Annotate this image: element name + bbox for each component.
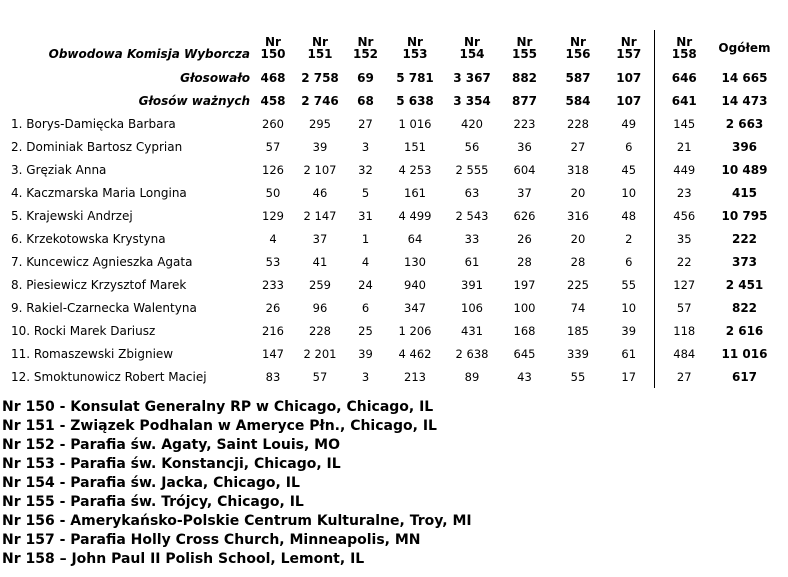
value-cell: 5 638 (396, 93, 434, 108)
value-cell: 107 (616, 70, 642, 85)
vote-cell: 316 (567, 208, 589, 223)
candidate-name: 2. Dominiak Bartosz Cyprian (11, 139, 183, 154)
vote-cell: 1 (361, 231, 370, 246)
vote-cell: 168 (513, 323, 536, 338)
vote-cell: 57 (654, 296, 714, 319)
vote-cell: 25 (358, 323, 373, 338)
candidate-name: 10. Rocki Marek Dariusz (11, 323, 156, 338)
commission-number: 156 (565, 47, 591, 61)
vote-cell: 48 (621, 208, 637, 223)
vote-cell: 39 (358, 346, 373, 361)
vote-cell: 64 (407, 231, 423, 246)
vote-cell: 2 (625, 231, 633, 246)
vote-cell: 57 (312, 369, 328, 384)
candidate-row (8, 158, 775, 181)
vote-cell: 35 (654, 227, 714, 250)
vote-cell: 27 (358, 116, 373, 131)
vote-cell: 391 (461, 277, 483, 292)
candidate-name: 5. Krajewski Andrzej (11, 208, 133, 223)
vote-cell: 127 (654, 273, 714, 296)
totals-row-valid (8, 89, 775, 112)
vote-cell: 27 (654, 365, 714, 388)
vote-cell: 185 (567, 323, 589, 338)
vote-cell: 28 (570, 254, 586, 269)
header-label: Obwodowa Komisja Wyborcza (48, 47, 250, 61)
vote-cell: 213 (404, 369, 426, 384)
vote-cell: 46 (312, 185, 328, 200)
vote-cell: 2 555 (455, 162, 489, 177)
commission-number: 157 (616, 47, 642, 61)
candidate-total: 11 016 (721, 346, 768, 361)
legend-item: Nr 151 - Związek Podhalan w Ameryce Płn., Chicago, IL (2, 418, 437, 434)
vote-cell: 106 (461, 300, 483, 315)
candidate-row (8, 319, 775, 342)
vote-cell: 22 (654, 250, 714, 273)
commission-prefix: Nr (516, 35, 533, 49)
vote-cell: 63 (464, 185, 480, 200)
value-cell: 68 (357, 93, 374, 108)
value-cell: 641 (654, 89, 714, 112)
value-cell: 458 (260, 93, 286, 108)
vote-cell: 39 (312, 139, 328, 154)
commission-header (654, 30, 714, 66)
vote-cell: 53 (265, 254, 281, 269)
candidate-total: 2 616 (725, 323, 764, 338)
candidate-total: 2 663 (725, 116, 764, 131)
candidate-total: 617 (731, 369, 758, 384)
value-cell: 3 354 (453, 93, 491, 108)
legend-item: Nr 150 - Konsulat Generalny RP w Chicago, Chicago, IL (2, 399, 434, 415)
candidate-total: 222 (731, 231, 758, 246)
vote-cell: 318 (567, 162, 589, 177)
candidate-name: 9. Rakiel-Czarnecka Walentyna (11, 300, 197, 315)
vote-cell: 4 499 (398, 208, 432, 223)
vote-cell: 74 (570, 300, 586, 315)
results-body (8, 66, 775, 388)
commission-number: 150 (260, 47, 286, 61)
vote-cell: 100 (513, 300, 536, 315)
candidate-name: 11. Romaszewski Zbigniew (11, 346, 174, 361)
value-cell: 2 758 (301, 70, 339, 85)
vote-cell: 626 (513, 208, 536, 223)
commission-legend (2, 398, 472, 569)
vote-cell: 456 (654, 204, 714, 227)
vote-cell: 55 (570, 369, 586, 384)
total-cell: 14 665 (721, 70, 768, 85)
candidate-row (8, 204, 775, 227)
value-cell: 468 (260, 70, 286, 85)
candidate-name: 7. Kuncewicz Agnieszka Agata (11, 254, 193, 269)
candidate-name: 1. Borys-Damięcka Barbara (11, 116, 176, 131)
vote-cell: 4 (269, 231, 277, 246)
totals-row-label: Głosów ważnych (138, 93, 250, 108)
candidate-row (8, 273, 775, 296)
candidate-row (8, 365, 775, 388)
vote-cell: 26 (517, 231, 532, 246)
commission-header (447, 30, 497, 66)
vote-cell: 126 (262, 162, 284, 177)
value-cell: 2 746 (301, 93, 339, 108)
commission-number: 158 (671, 47, 697, 61)
commission-number: 153 (402, 47, 428, 61)
vote-cell: 83 (265, 369, 281, 384)
legend-item: Nr 155 - Parafia św. Trójcy, Chicago, IL (2, 494, 304, 510)
vote-cell: 6 (361, 300, 370, 315)
candidate-name: 12. Smoktunowicz Robert Maciej (11, 369, 207, 384)
vote-cell: 20 (570, 185, 586, 200)
vote-cell: 10 (621, 185, 637, 200)
total-header: Ogółem (718, 41, 771, 55)
candidate-total: 396 (731, 139, 758, 154)
vote-cell: 49 (621, 116, 637, 131)
vote-cell: 2 201 (303, 346, 337, 361)
candidate-total: 2 451 (725, 277, 764, 292)
totals-row-label: Głosowało (180, 70, 250, 85)
candidate-total: 373 (731, 254, 758, 269)
value-cell: 882 (511, 70, 538, 85)
commission-header (604, 30, 654, 66)
vote-cell: 295 (309, 116, 331, 131)
vote-cell: 23 (654, 181, 714, 204)
vote-cell: 940 (404, 277, 426, 292)
vote-cell: 24 (358, 277, 373, 292)
vote-cell: 96 (312, 300, 328, 315)
value-cell: 584 (565, 93, 591, 108)
candidate-name: 8. Piesiewicz Krzysztof Marek (11, 277, 187, 292)
vote-cell: 43 (517, 369, 532, 384)
vote-cell: 27 (570, 139, 586, 154)
commission-header (497, 30, 552, 66)
candidate-row (8, 250, 775, 273)
vote-cell: 129 (262, 208, 284, 223)
vote-cell: 55 (621, 277, 637, 292)
vote-cell: 2 638 (455, 346, 489, 361)
vote-cell: 5 (361, 185, 370, 200)
vote-cell: 118 (654, 319, 714, 342)
vote-cell: 20 (570, 231, 586, 246)
value-cell: 877 (511, 93, 538, 108)
vote-cell: 17 (621, 369, 637, 384)
candidate-row (8, 342, 775, 365)
vote-cell: 259 (309, 277, 331, 292)
vote-cell: 145 (654, 112, 714, 135)
vote-cell: 37 (312, 231, 328, 246)
vote-cell: 339 (567, 346, 589, 361)
candidate-row (8, 181, 775, 204)
candidate-name: 3. Gręziak Anna (11, 162, 107, 177)
value-cell: 587 (565, 70, 591, 85)
vote-cell: 645 (513, 346, 536, 361)
value-cell: 3 367 (453, 70, 491, 85)
vote-cell: 3 (361, 369, 370, 384)
commission-number: 155 (511, 47, 538, 61)
commission-header (348, 30, 383, 66)
commission-prefix: Nr (464, 35, 480, 49)
vote-cell: 4 (361, 254, 370, 269)
vote-cell: 36 (517, 139, 532, 154)
vote-cell: 31 (358, 208, 373, 223)
legend-item: Nr 156 - Amerykańsko-Polskie Centrum Kulturalne, Troy, MI (2, 513, 472, 529)
vote-cell: 6 (625, 139, 633, 154)
vote-cell: 431 (461, 323, 483, 338)
candidate-name: 4. Kaczmarska Maria Longina (11, 185, 187, 200)
vote-cell: 6 (625, 254, 633, 269)
vote-cell: 3 (361, 139, 370, 154)
vote-cell: 61 (464, 254, 480, 269)
candidate-row (8, 296, 775, 319)
commission-header (292, 30, 348, 66)
vote-cell: 50 (265, 185, 281, 200)
vote-cell: 225 (567, 277, 589, 292)
commission-prefix: Nr (676, 35, 693, 49)
vote-cell: 449 (654, 158, 714, 181)
vote-cell: 39 (621, 323, 637, 338)
vote-cell: 2 543 (455, 208, 489, 223)
vote-cell: 228 (567, 116, 589, 131)
legend-item: Nr 157 - Parafia Holly Cross Church, Minneapolis, MN (2, 532, 421, 548)
vote-cell: 161 (404, 185, 426, 200)
vote-cell: 223 (513, 116, 536, 131)
vote-cell: 28 (517, 254, 532, 269)
vote-cell: 420 (461, 116, 483, 131)
legend-item: Nr 154 - Parafia św. Jacka, Chicago, IL (2, 475, 300, 491)
vote-cell: 130 (404, 254, 426, 269)
totals-row-voted (8, 66, 775, 89)
candidate-total: 822 (731, 300, 758, 315)
commission-header (552, 30, 604, 66)
candidate-total: 10 489 (721, 162, 768, 177)
commission-prefix: Nr (407, 35, 423, 49)
vote-cell: 197 (513, 277, 536, 292)
vote-cell: 21 (654, 135, 714, 158)
value-cell: 107 (616, 93, 642, 108)
commission-number: 152 (352, 47, 379, 61)
vote-cell: 41 (312, 254, 328, 269)
vote-cell: 33 (464, 231, 480, 246)
vote-cell: 2 107 (303, 162, 337, 177)
commission-number: 154 (459, 47, 485, 61)
candidate-row (8, 135, 775, 158)
vote-cell: 2 147 (303, 208, 337, 223)
header-row (8, 30, 775, 66)
vote-cell: 260 (262, 116, 284, 131)
value-cell: 5 781 (396, 70, 434, 85)
legend-item: Nr 158 – John Paul II Polish School, Lemont, IL (2, 551, 365, 567)
commission-header (254, 30, 292, 66)
candidate-row (8, 112, 775, 135)
vote-cell: 45 (621, 162, 637, 177)
value-cell: 646 (654, 66, 714, 89)
vote-cell: 228 (309, 323, 331, 338)
vote-cell: 61 (621, 346, 637, 361)
vote-cell: 347 (404, 300, 426, 315)
vote-cell: 484 (654, 342, 714, 365)
vote-cell: 147 (262, 346, 284, 361)
vote-cell: 1 206 (398, 323, 432, 338)
commission-prefix: Nr (570, 35, 586, 49)
commission-number: 151 (307, 47, 333, 61)
vote-cell: 56 (464, 139, 480, 154)
commission-prefix: Nr (265, 35, 281, 49)
vote-cell: 37 (517, 185, 532, 200)
vote-cell: 151 (404, 139, 426, 154)
candidate-total: 415 (731, 185, 758, 200)
vote-cell: 32 (358, 162, 373, 177)
vote-cell: 604 (513, 162, 536, 177)
election-results-table (8, 30, 775, 388)
commission-header (383, 30, 447, 66)
commission-prefix: Nr (312, 35, 328, 49)
vote-cell: 10 (621, 300, 637, 315)
vote-cell: 57 (265, 139, 281, 154)
candidate-total: 10 795 (721, 208, 768, 223)
vote-cell: 89 (464, 369, 480, 384)
value-cell: 69 (357, 70, 374, 85)
vote-cell: 1 016 (398, 116, 432, 131)
commission-prefix: Nr (357, 35, 374, 49)
vote-cell: 4 462 (398, 346, 432, 361)
commission-prefix: Nr (620, 35, 637, 49)
vote-cell: 216 (262, 323, 284, 338)
vote-cell: 4 253 (398, 162, 432, 177)
candidate-row (8, 227, 775, 250)
candidate-name: 6. Krzekotowska Krystyna (11, 231, 166, 246)
legend-item: Nr 153 - Parafia św. Konstancji, Chicago, IL (2, 456, 341, 472)
vote-cell: 26 (265, 300, 281, 315)
total-cell: 14 473 (721, 93, 768, 108)
vote-cell: 233 (262, 277, 284, 292)
legend-item: Nr 152 - Parafia św. Agaty, Saint Louis, MO (2, 437, 340, 453)
